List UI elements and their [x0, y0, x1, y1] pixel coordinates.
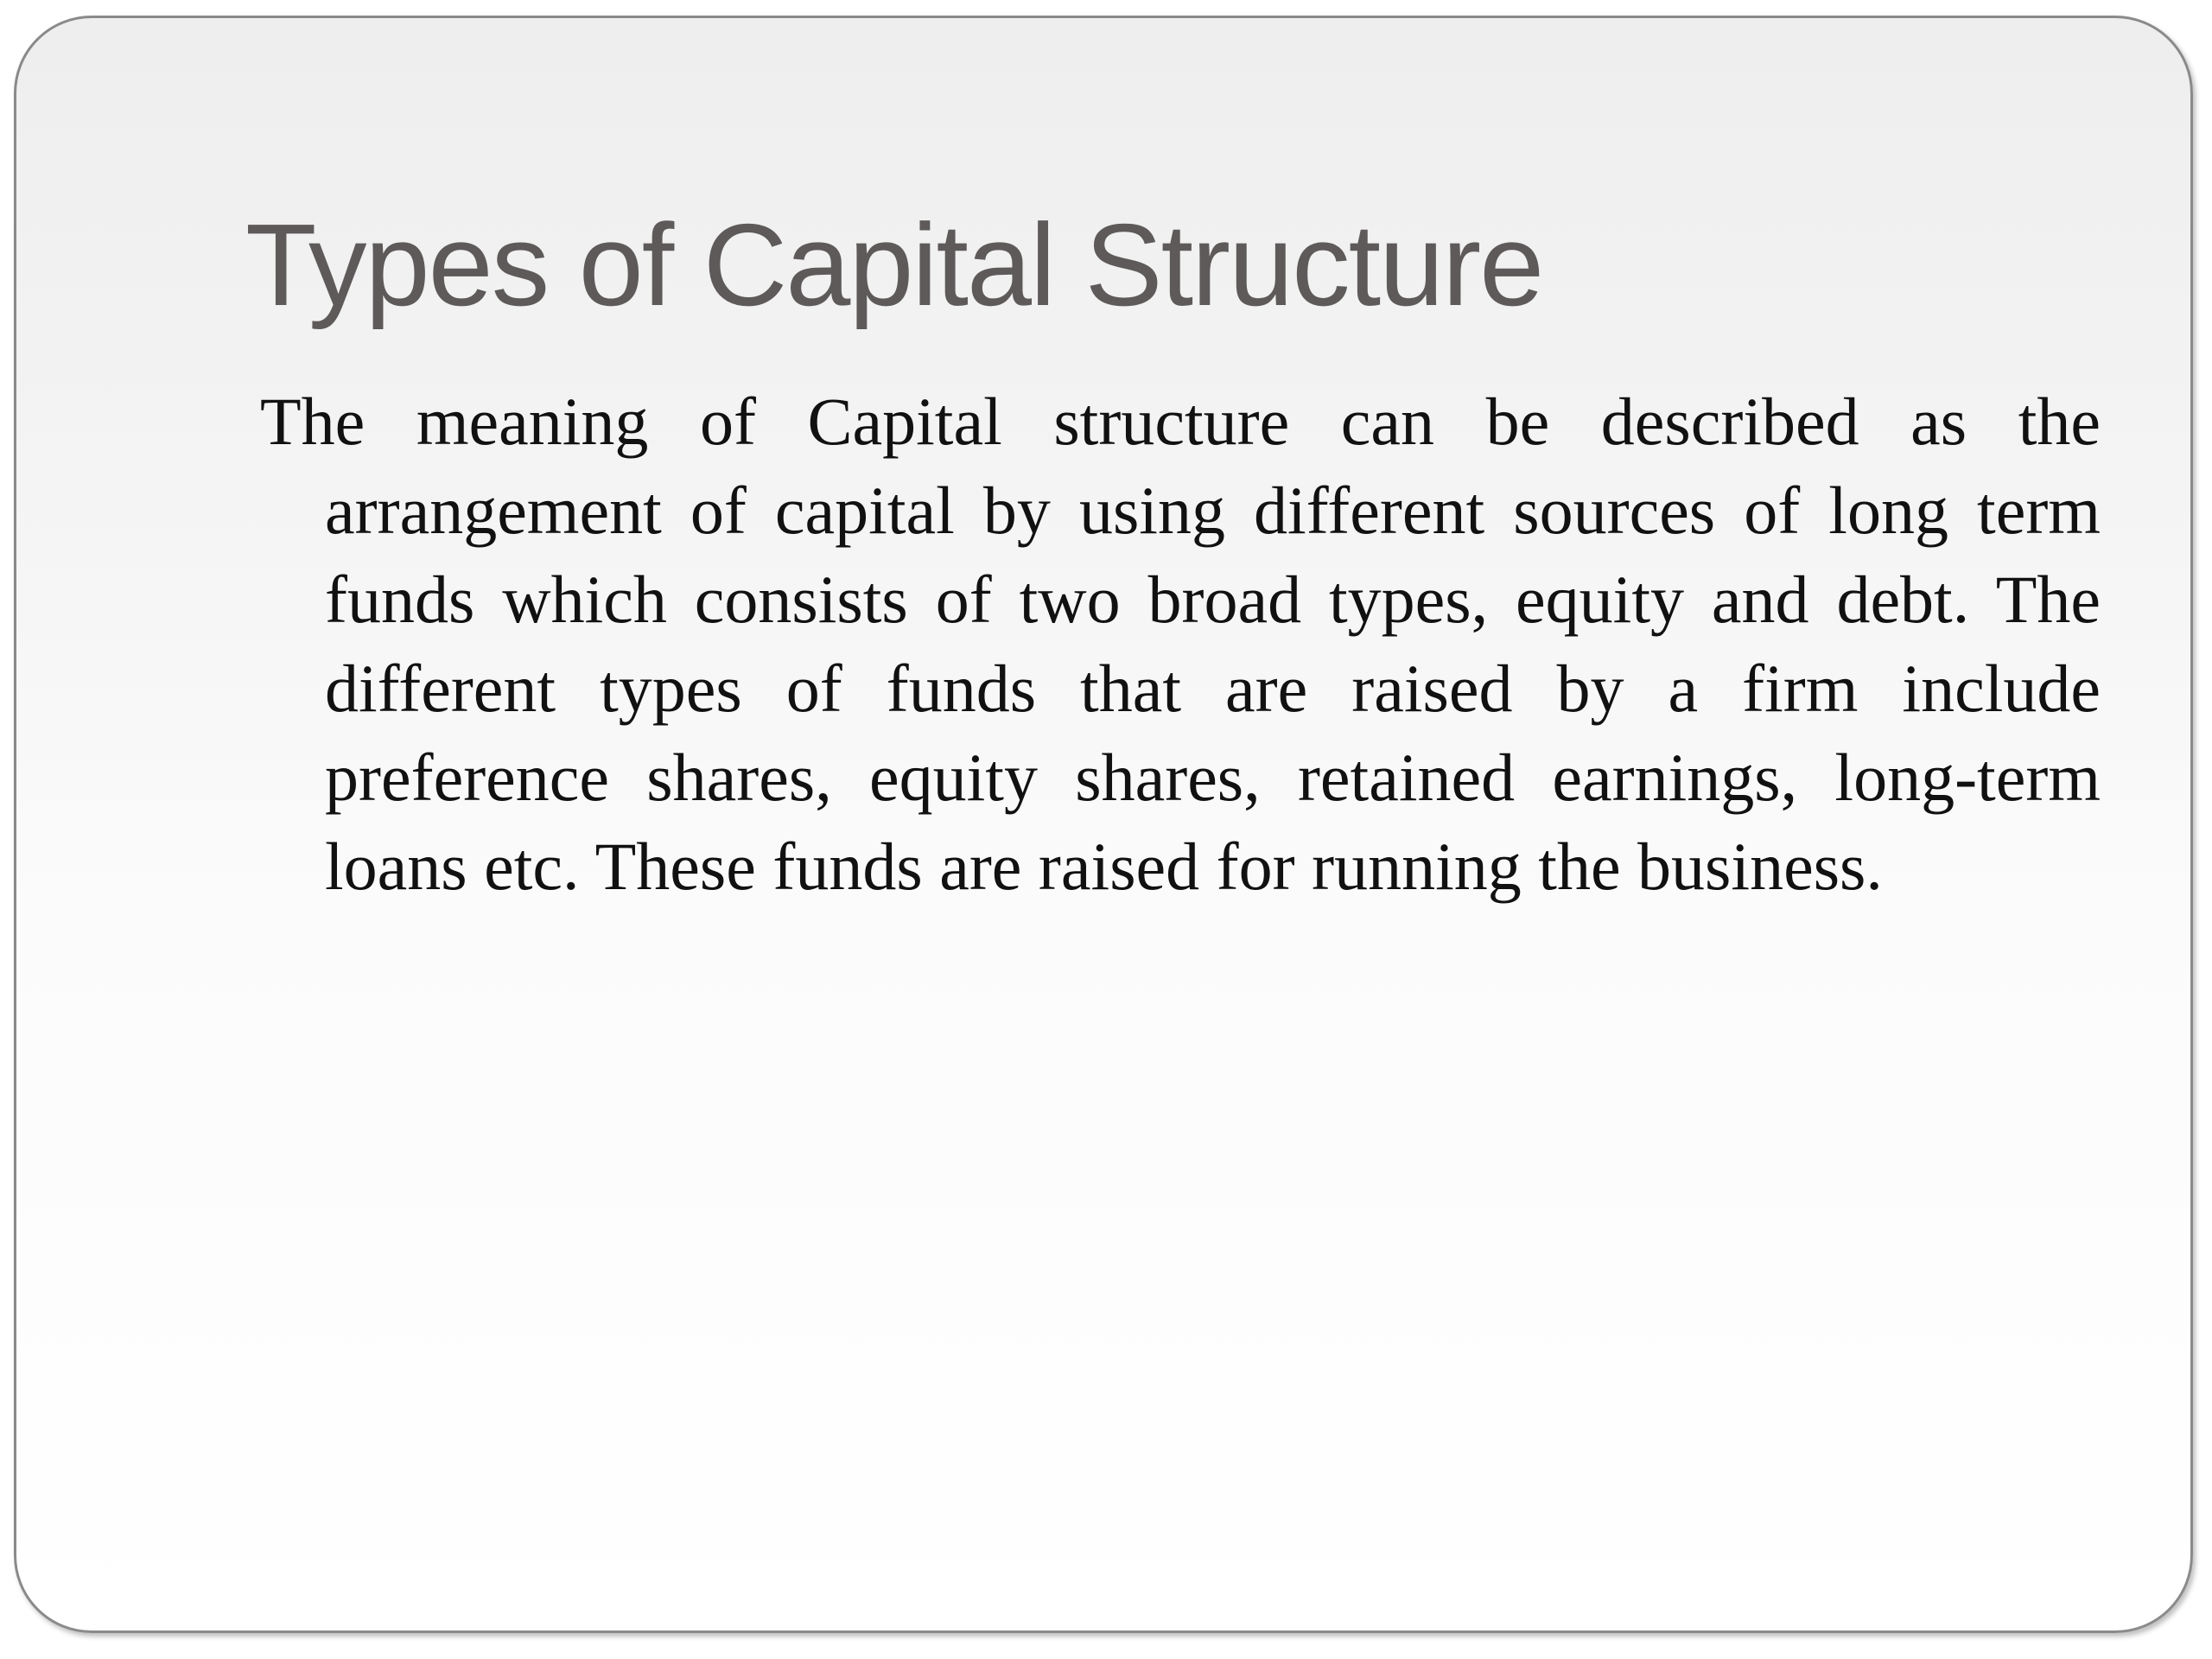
slide-body-paragraph: The meaning of Capital structure can be described as the arrangement of capital by using different sources of long term funds which consists of two broad types, equity and debt. The different types of funds that are raised by a firm include preference shares, equity shares, retained earnings, long-term loans etc. These funds are raised for running the business. — [260, 384, 2101, 904]
slide-title: Types of Capital Structure — [245, 200, 1543, 330]
slide-frame — [14, 16, 2193, 1633]
